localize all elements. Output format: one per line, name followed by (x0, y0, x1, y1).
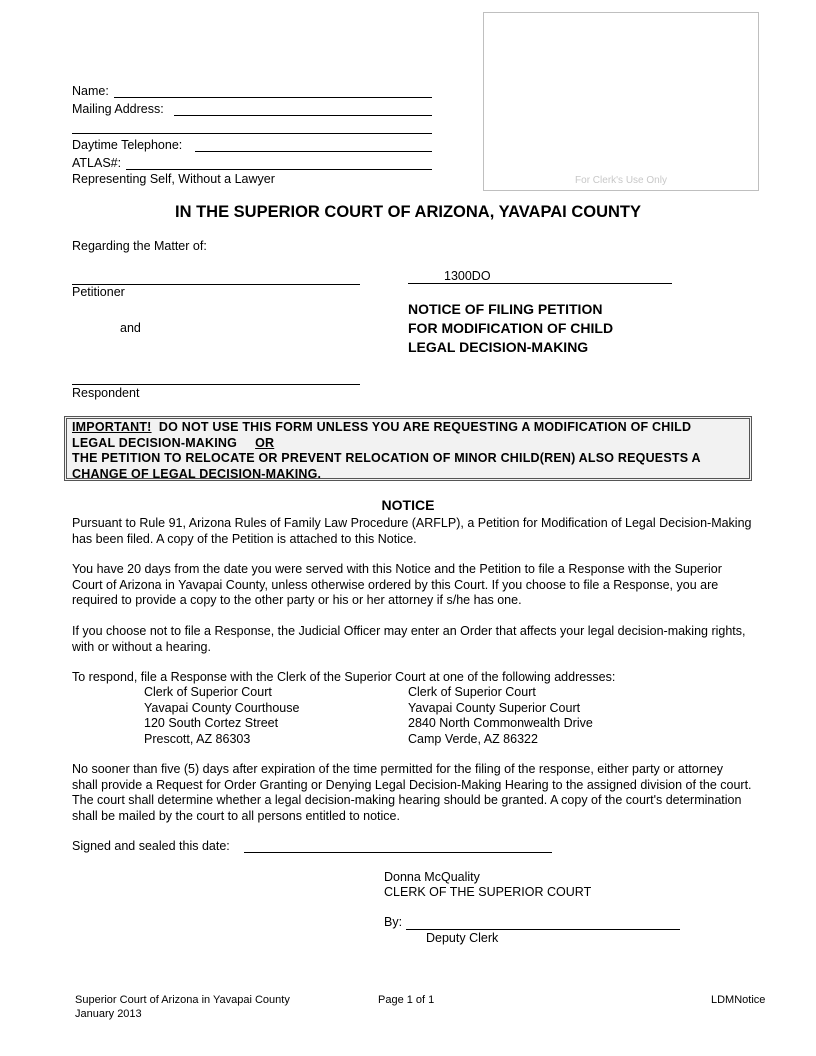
notice-paragraph-4: To respond, file a Response with the Clerk of the Superior Court at one of the following addresses: (72, 670, 616, 684)
name-field[interactable] (114, 97, 432, 98)
address-camp-verde (408, 685, 593, 747)
clerk-use-box (483, 12, 759, 191)
mailing-address-label: Mailing Address: (72, 102, 164, 116)
phone-label: Daytime Telephone: (72, 138, 183, 152)
signature-field[interactable] (406, 929, 680, 930)
name-label: Name: (72, 84, 109, 98)
case-number-field[interactable] (408, 283, 672, 284)
notice-paragraph-2: You have 20 days from the date you were served with this Notice and the Petition to file a Response with the Superior Court of Arizona in Yavapai County, unless otherwise ordered by this Court. If you choose to file a Response, you are required to provide a copy to the other party or his or her attorney if s/he has one. (72, 562, 722, 607)
footer-court: Superior Court of Arizona in Yavapai County (75, 994, 290, 1006)
petitioner-label: Petitioner (72, 285, 125, 299)
important-line-3: THE PETITION TO RELOCATE OR PREVENT RELOCATION OF MINOR CHILD(REN) ALSO REQUESTS A (72, 451, 701, 465)
address-line: 120 South Cortez Street (144, 716, 279, 730)
address-line: Camp Verde, AZ 86322 (408, 731, 538, 746)
address-line: Clerk of Superior Court (144, 685, 272, 699)
representing-text: Representing Self, Without a Lawyer (72, 172, 275, 186)
phone-field[interactable] (195, 151, 432, 152)
court-title: IN THE SUPERIOR COURT OF ARIZONA, YAVAPAI COUNTY (174, 203, 641, 221)
important-line-4: CHANGE OF LEGAL DECISION-MAKING. (72, 466, 322, 481)
clerk-name: Donna McQuality (384, 870, 480, 884)
document-title (408, 300, 613, 357)
notice-paragraph-3: If you choose not to file a Response, the Judicial Officer may enter an Order that affects your legal decision-making rights, with or without a hearing. (72, 624, 746, 654)
by-label: By: (384, 915, 403, 929)
mailing-address-field-2[interactable] (72, 133, 432, 134)
address-line: Clerk of Superior Court (408, 685, 536, 699)
deputy-clerk-label: Deputy Clerk (426, 931, 499, 945)
important-lead: IMPORTANT! (72, 420, 152, 434)
notice-paragraph-1: Pursuant to Rule 91, Arizona Rules of Family Law Procedure (ARFLP), a Petition for Modification of Legal Decision-Making has been filed. A copy of the Petition is attached to this Notice. (72, 516, 752, 546)
address-line: Yavapai County Superior Court (408, 700, 581, 715)
document-title-line: FOR MODIFICATION OF CHILD (408, 320, 614, 336)
atlas-field[interactable] (126, 169, 432, 170)
respondent-label: Respondent (72, 386, 140, 400)
document-title-line: LEGAL DECISION-MAKING (408, 339, 589, 355)
important-line-1: DO NOT USE THIS FORM UNLESS YOU ARE REQUESTING A MODIFICATION OF CHILD (151, 420, 692, 434)
footer-date: January 2013 (75, 1008, 142, 1020)
clerk-use-label: For Clerk's Use Only (575, 175, 667, 186)
and-label: and (120, 321, 141, 335)
respondent-field[interactable] (72, 384, 360, 385)
document-title-line: NOTICE OF FILING PETITION (408, 301, 603, 317)
atlas-label: ATLAS#: (72, 156, 122, 170)
important-line-2: LEGAL DECISION-MAKING (72, 435, 238, 450)
important-or: OR (255, 435, 275, 450)
important-notice-box (64, 416, 752, 481)
notice-title: NOTICE (381, 497, 435, 513)
matter-label: Regarding the Matter of: (72, 239, 207, 253)
address-line: Yavapai County Courthouse (144, 700, 300, 715)
address-prescott (144, 685, 299, 747)
signed-date-label: Signed and sealed this date: (72, 839, 230, 853)
signed-date-field[interactable] (244, 852, 552, 853)
clerk-title: CLERK OF THE SUPERIOR COURT (384, 885, 592, 899)
address-line: 2840 North Commonwealth Drive (408, 716, 593, 730)
notice-paragraph-5: No sooner than five (5) days after expiration of the time permitted for the filing of the response, either party or attorney shall provide a Request for Order Granting or Denying Legal Decision-Making Hearing to the assigned division of the court. The court shall determine whether a legal decision-making hearing should be granted. A copy of the court's determination shall be mailed by the court to all persons entitled to notice. (72, 762, 752, 823)
footer-left (75, 993, 290, 1021)
footer-form-id: LDMNotice (711, 994, 766, 1006)
footer-page: Page 1 of 1 (378, 994, 435, 1006)
address-line: Prescott, AZ 86303 (144, 731, 251, 746)
case-number: 1300DO (444, 269, 491, 283)
mailing-address-field[interactable] (174, 115, 432, 116)
